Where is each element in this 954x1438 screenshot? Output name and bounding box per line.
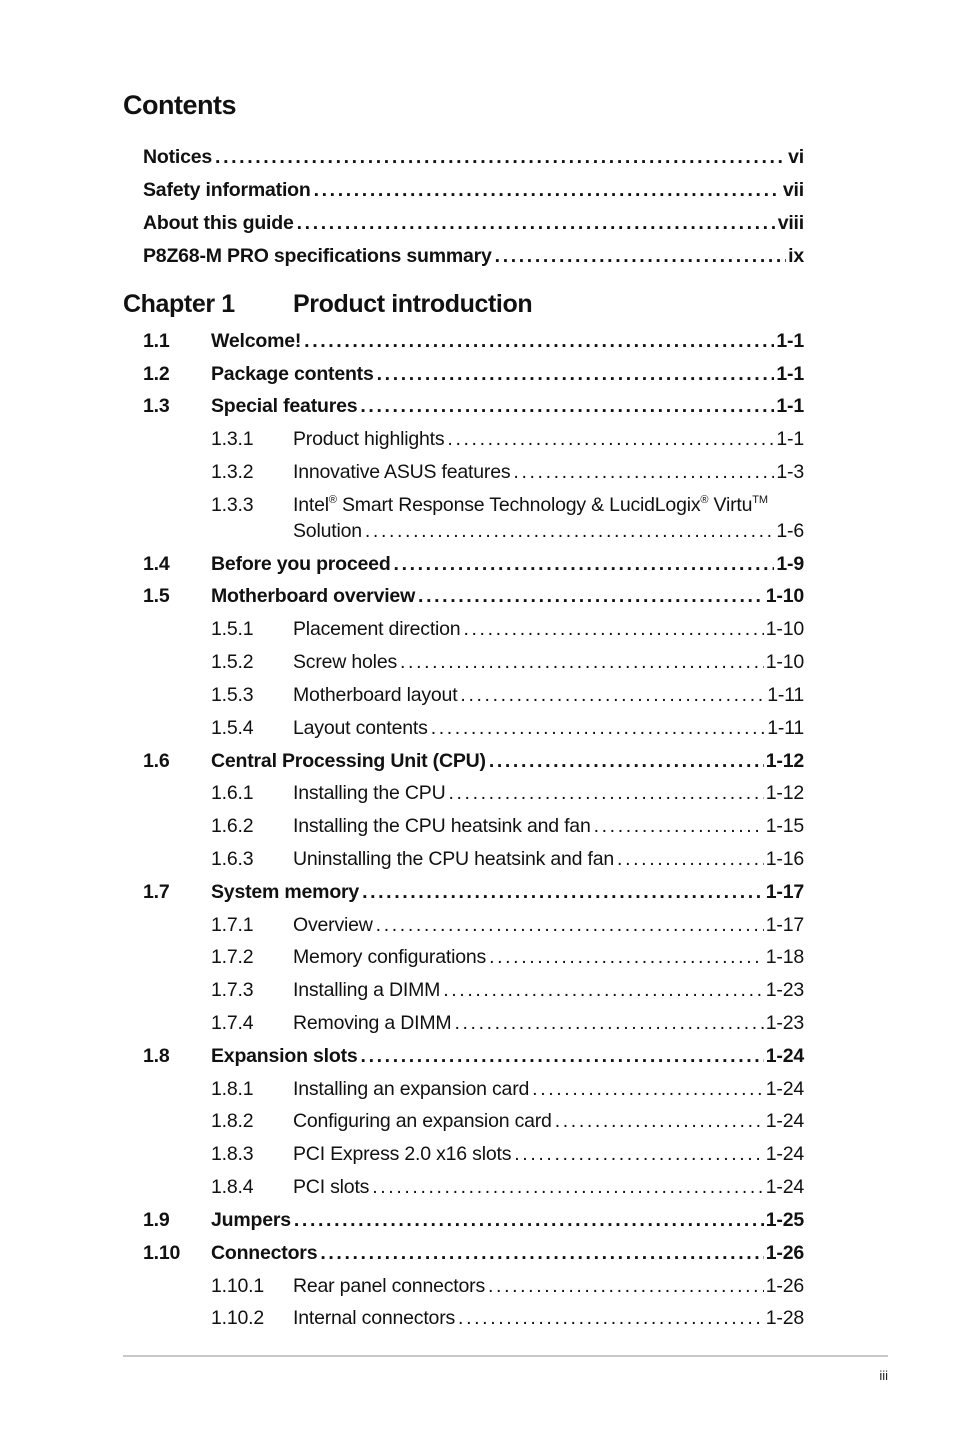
- toc-page: 1-1: [776, 363, 804, 385]
- toc-page: 1-12: [765, 782, 804, 804]
- dot-leader: [297, 209, 776, 237]
- toc-page: 1-23: [765, 1012, 804, 1034]
- toc-number: 1.8.3: [211, 1143, 254, 1165]
- toc-number: 1.7.1: [211, 914, 254, 936]
- dot-leader: [532, 1075, 764, 1103]
- toc-label: About this guide: [143, 212, 294, 234]
- toc-label: System memory: [211, 881, 360, 903]
- toc-number: 1.5: [143, 585, 170, 607]
- toc-page: vii: [782, 179, 804, 201]
- toc-label: Installing a DIMM: [293, 979, 441, 1001]
- dot-leader: [215, 143, 786, 171]
- toc-label: Motherboard layout: [293, 684, 458, 706]
- toc-entry-notices[interactable]: [143, 143, 804, 171]
- toc-entry-1-3-1[interactable]: [143, 425, 804, 453]
- toc-label: Overview: [293, 914, 373, 936]
- dot-leader: [514, 1140, 764, 1168]
- toc-entry-specs[interactable]: [143, 242, 804, 270]
- toc-entry-1-7-2[interactable]: [143, 943, 804, 971]
- footer-divider: [123, 1355, 888, 1357]
- toc-number: 1.4: [143, 553, 170, 575]
- toc-entry-1-8-3[interactable]: [143, 1140, 804, 1168]
- toc-number: 1.3.1: [211, 428, 254, 450]
- toc-label: Notices: [143, 146, 213, 168]
- dot-leader: [463, 615, 763, 643]
- toc-number: 1.7.4: [211, 1012, 254, 1034]
- toc-number: 1.3.2: [211, 461, 254, 483]
- dot-leader: [394, 550, 775, 578]
- toc-entry-1-6-2[interactable]: [143, 812, 804, 840]
- toc-number: 1.7.2: [211, 946, 254, 968]
- toc-number: 1.6.2: [211, 815, 254, 837]
- toc-page: 1-16: [765, 848, 804, 870]
- toc-page: 1-24: [765, 1176, 804, 1198]
- dot-leader: [400, 648, 764, 676]
- toc-entry-1-5-2[interactable]: [143, 648, 804, 676]
- page-title: Contents: [123, 90, 236, 120]
- toc-page: 1-24: [765, 1045, 804, 1067]
- toc-entry-1-9[interactable]: [143, 1206, 804, 1234]
- toc-label: Internal connectors: [293, 1307, 456, 1329]
- toc-label: Expansion slots: [211, 1045, 358, 1067]
- toc-page: ix: [788, 245, 804, 267]
- toc-number: 1.8.4: [211, 1176, 254, 1198]
- toc-number: 1.1: [143, 330, 170, 352]
- toc-page: 1-1: [776, 330, 804, 352]
- toc-page: 1-24: [765, 1110, 804, 1132]
- page-number: iii: [879, 1368, 888, 1383]
- toc-page: 1-24: [765, 1143, 804, 1165]
- toc-label: Screw holes: [293, 651, 398, 673]
- toc-entry-1-5[interactable]: [143, 582, 804, 610]
- toc-number: 1.8.1: [211, 1078, 254, 1100]
- toc-entry-about[interactable]: [143, 209, 804, 237]
- toc-label: PCI Express 2.0 x16 slots: [293, 1143, 512, 1165]
- toc-label: Configuring an expansion card: [293, 1110, 552, 1132]
- toc-page: 1-17: [765, 914, 804, 936]
- dot-leader: [460, 681, 765, 709]
- dot-leader: [458, 1304, 764, 1332]
- toc-entry-1-7-4[interactable]: [143, 1009, 804, 1037]
- toc-page: 1-28: [765, 1307, 804, 1329]
- toc-page: 1-1: [776, 428, 804, 450]
- toc-label: Innovative ASUS features: [293, 461, 511, 483]
- toc-entry-1-8[interactable]: [143, 1042, 804, 1070]
- dot-leader: [304, 327, 774, 355]
- toc-label: Before you proceed: [211, 553, 391, 575]
- toc-label: Product highlights: [293, 428, 445, 450]
- toc-entry-safety[interactable]: [143, 176, 804, 204]
- dot-leader: [513, 458, 774, 486]
- toc-number: 1.5.1: [211, 618, 254, 640]
- dot-leader: [376, 911, 764, 939]
- toc-number: 1.5.2: [211, 651, 254, 673]
- toc-entry-1-2[interactable]: [143, 360, 804, 388]
- dot-leader: [617, 845, 764, 873]
- toc-page: 1-6: [776, 520, 804, 542]
- dot-leader: [362, 878, 764, 906]
- toc-entry-1-6-3[interactable]: [143, 845, 804, 873]
- dot-leader: [555, 1107, 764, 1135]
- toc-page: 1-15: [765, 815, 804, 837]
- toc-entry-1-7[interactable]: [143, 878, 804, 906]
- toc-number: 1.10.1: [211, 1275, 265, 1297]
- toc-entry-1-10-1[interactable]: [143, 1272, 804, 1300]
- toc-label: Installing an expansion card: [293, 1078, 530, 1100]
- toc-entry-1-10[interactable]: [143, 1239, 804, 1267]
- toc-entry-1-1[interactable]: [143, 327, 804, 355]
- toc-page: 1-23: [765, 979, 804, 1001]
- dot-leader: [418, 582, 764, 610]
- toc-page: 1-10: [765, 618, 804, 640]
- toc-label: Safety information: [143, 179, 311, 201]
- dot-leader: [443, 976, 764, 1004]
- toc-label: Uninstalling the CPU heatsink and fan: [293, 848, 615, 870]
- toc-page: 1-18: [765, 946, 804, 968]
- toc-entry-1-7-1[interactable]: [143, 911, 804, 939]
- toc-label: Layout contents: [293, 717, 428, 739]
- toc-entry-1-5-4[interactable]: [143, 714, 804, 742]
- toc-entry-1-4[interactable]: [143, 550, 804, 578]
- toc-entry-1-10-2[interactable]: [143, 1304, 804, 1332]
- toc-label: P8Z68-M PRO specifications summary: [143, 245, 492, 267]
- dot-leader: [454, 1009, 763, 1037]
- dot-leader: [488, 1272, 764, 1300]
- toc-page: 1-10: [765, 585, 804, 607]
- toc-page: 1-3: [776, 461, 804, 483]
- toc-entry-1-5-1[interactable]: [143, 615, 804, 643]
- toc-label: Connectors: [211, 1242, 318, 1264]
- chapter-number: Chapter 1: [123, 290, 235, 318]
- toc-entry-1-3[interactable]: [143, 392, 804, 420]
- toc-entry-1-6[interactable]: [143, 747, 804, 775]
- dot-leader: [365, 517, 775, 545]
- toc-label: Placement direction: [293, 618, 461, 640]
- toc-label: Central Processing Unit (CPU): [211, 750, 486, 772]
- dot-leader: [372, 1173, 764, 1201]
- toc-entry-1-8-4[interactable]: [143, 1173, 804, 1201]
- toc-entry-1-5-3[interactable]: [143, 681, 804, 709]
- toc-page: 1-9: [776, 553, 804, 575]
- toc-label: Installing the CPU: [293, 782, 446, 804]
- toc-number: 1.3.3: [211, 494, 254, 516]
- dot-leader: [294, 1206, 764, 1234]
- toc-label: Jumpers: [211, 1209, 291, 1231]
- toc-label: Special features: [211, 395, 358, 417]
- toc-page: viii: [777, 212, 804, 234]
- toc-number: 1.5.3: [211, 684, 254, 706]
- toc-page: 1-26: [765, 1242, 804, 1264]
- toc-entry-1-7-3[interactable]: [143, 976, 804, 1004]
- toc-number: 1.6.3: [211, 848, 254, 870]
- dot-leader: [360, 392, 774, 420]
- toc-entry-1-8-2[interactable]: [143, 1107, 804, 1135]
- toc-entry-1-8-1[interactable]: [143, 1075, 804, 1103]
- toc-page: 1-1: [776, 395, 804, 417]
- dot-leader: [320, 1239, 763, 1267]
- toc-label: Removing a DIMM: [293, 1012, 452, 1034]
- toc-label-line1: Intel® Smart Response Technology & LucidLogix® Virtu™: [293, 494, 768, 516]
- toc-page: 1-24: [765, 1078, 804, 1100]
- chapter-title: Product introduction: [293, 290, 533, 318]
- dot-leader: [431, 714, 766, 742]
- toc-label: Memory configurations: [293, 946, 487, 968]
- dot-leader: [594, 812, 764, 840]
- toc-entry-1-3-3-cont[interactable]: [143, 517, 804, 545]
- toc-number: 1.2: [143, 363, 170, 385]
- toc-number: 1.10: [143, 1242, 181, 1264]
- toc-label-line2: Solution: [293, 520, 362, 542]
- dot-leader: [489, 943, 764, 971]
- toc-number: 1.9: [143, 1209, 170, 1231]
- toc-label: Welcome!: [211, 330, 302, 352]
- toc-page: 1-10: [765, 651, 804, 673]
- toc-label: PCI slots: [293, 1176, 370, 1198]
- toc-number: 1.7: [143, 881, 170, 903]
- dot-leader: [361, 1042, 764, 1070]
- toc-label: Motherboard overview: [211, 585, 416, 607]
- toc-page: 1-25: [765, 1209, 804, 1231]
- toc-entry-1-6-1[interactable]: [143, 779, 804, 807]
- toc-entry-1-3-3[interactable]: [143, 491, 804, 519]
- toc-page: 1-11: [767, 717, 804, 739]
- toc-number: 1.8: [143, 1045, 170, 1067]
- toc-entry-1-3-2[interactable]: [143, 458, 804, 486]
- toc-number: 1.7.3: [211, 979, 254, 1001]
- toc-page: 1-17: [765, 881, 804, 903]
- toc-number: 1.6: [143, 750, 170, 772]
- toc-page: vi: [788, 146, 804, 168]
- dot-leader: [447, 425, 774, 453]
- toc-label: Installing the CPU heatsink and fan: [293, 815, 591, 837]
- toc-number: 1.6.1: [211, 782, 254, 804]
- dot-leader: [314, 176, 781, 204]
- toc-number: 1.10.2: [211, 1307, 265, 1329]
- toc-page: 1-12: [765, 750, 804, 772]
- dot-leader: [377, 360, 775, 388]
- toc-number: 1.5.4: [211, 717, 254, 739]
- toc-label: Package contents: [211, 363, 374, 385]
- toc-number: 1.8.2: [211, 1110, 254, 1132]
- dot-leader: [489, 747, 764, 775]
- dot-leader: [495, 242, 786, 270]
- toc-label: Rear panel connectors: [293, 1275, 485, 1297]
- dot-leader: [448, 779, 763, 807]
- toc-page: 1-11: [767, 684, 804, 706]
- toc-number: 1.3: [143, 395, 170, 417]
- toc-page: 1-26: [765, 1275, 804, 1297]
